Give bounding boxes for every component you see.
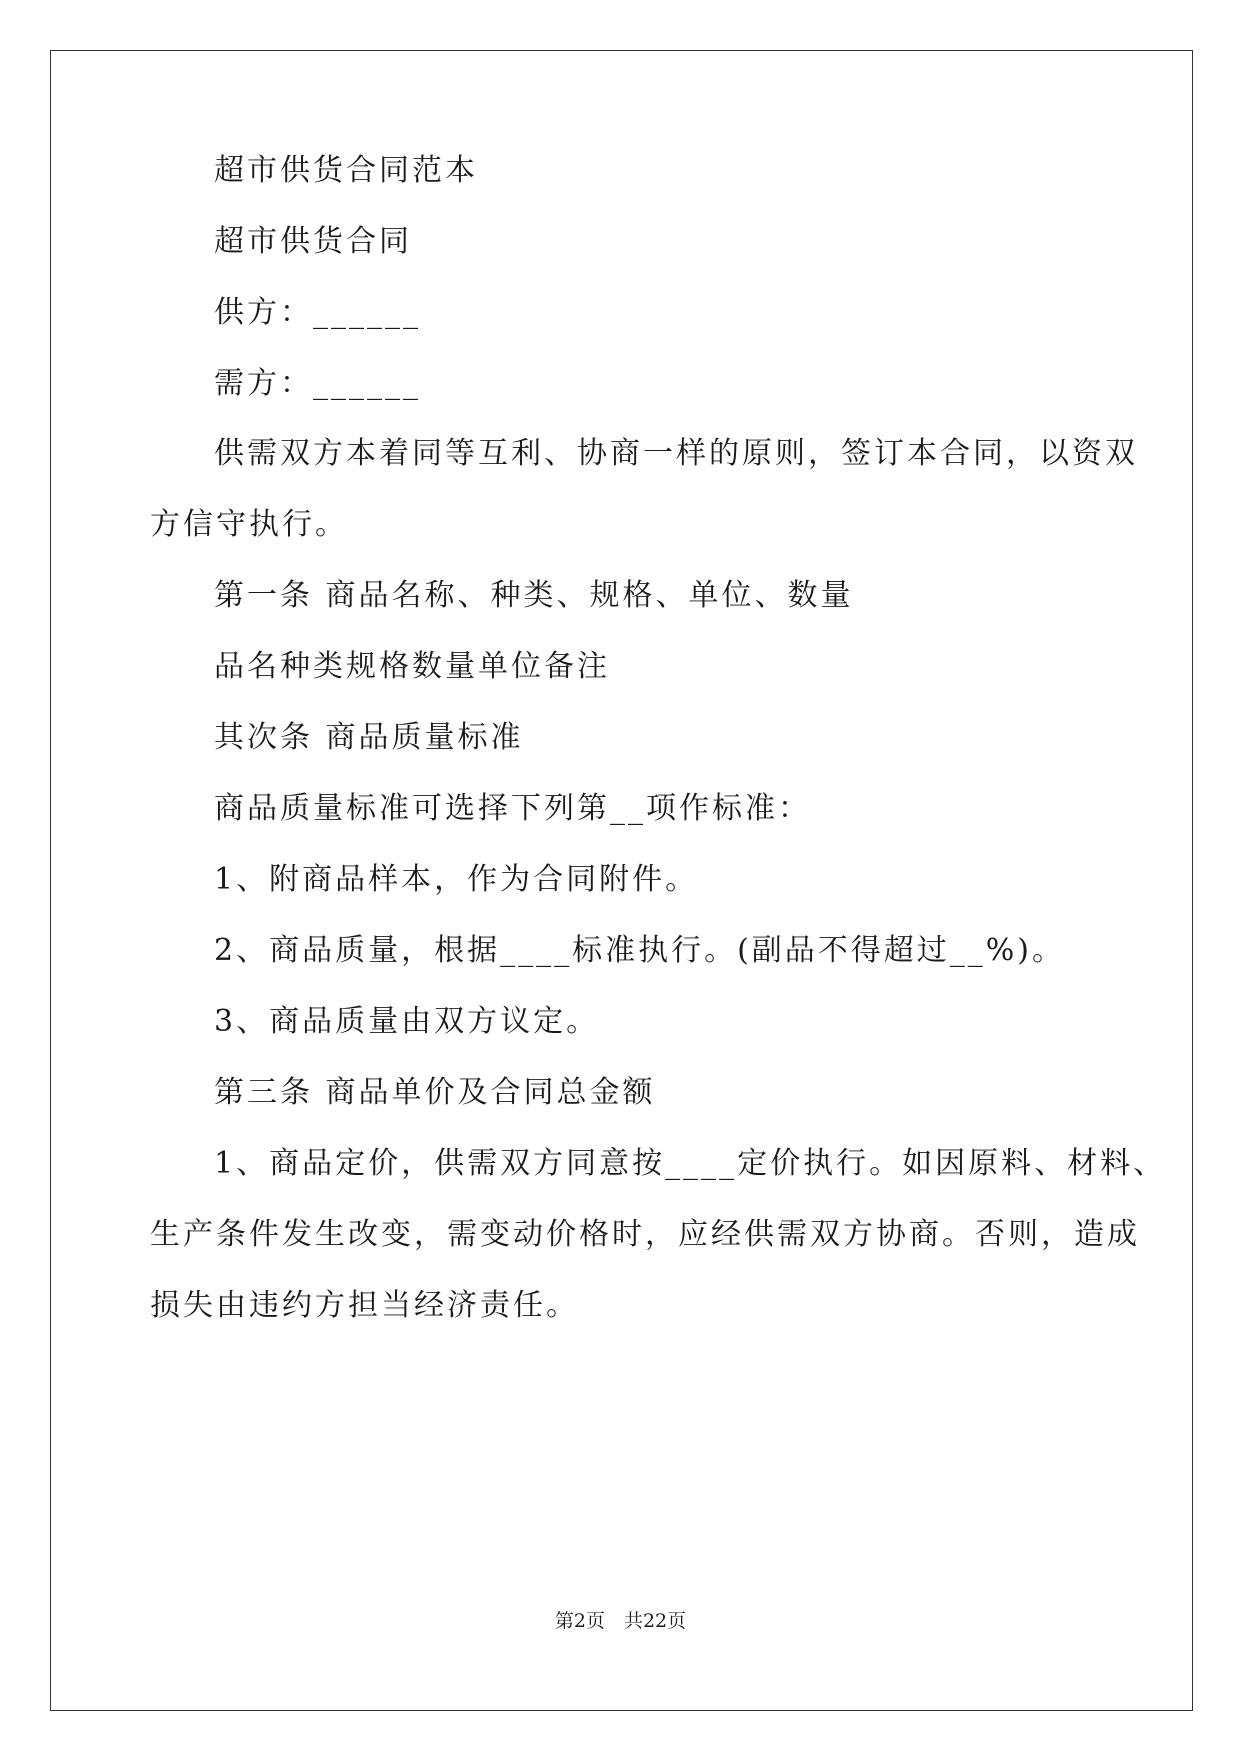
supplier-line: 供方：______	[214, 295, 421, 330]
page-number-footer: 第2页 共22页	[554, 1610, 687, 1632]
article-2-item-3: 3、商品质量由双方议定。	[214, 1004, 600, 1039]
article-3-heading: 第三条 商品单价及合同总金额	[214, 1075, 656, 1110]
article-2-heading: 其次条 商品质量标准	[214, 720, 524, 755]
article-2-intro: 商品质量标准可选择下列第__项作标准：	[214, 791, 811, 826]
intro-paragraph-line-2: 方信守执行。	[150, 507, 348, 542]
article-2-item-1: 1、附商品样本，作为合同附件。	[214, 862, 699, 897]
intro-paragraph-line-1: 供需双方本着同等互利、协商一样的原则，签订本合同，以资双	[214, 436, 1138, 471]
article-1-table-header: 品名种类规格数量单位备注	[214, 649, 610, 684]
article-3-item-1-line-1: 1、商品定价，供需双方同意按____定价执行。如因原料、材料、	[214, 1146, 1167, 1181]
article-1-heading: 第一条 商品名称、种类、规格、单位、数量	[214, 578, 854, 613]
article-2-item-2: 2、商品质量，根据____标准执行。(副品不得超过__%)。	[214, 933, 1066, 968]
buyer-line: 需方：______	[214, 366, 421, 401]
article-3-item-1-line-3: 损失由违约方担当经济责任。	[150, 1288, 579, 1323]
document-title: 超市供货合同范本	[214, 153, 478, 188]
article-3-item-1-line-2: 生产条件发生改变，需变动价格时，应经供需双方协商。否则，造成	[150, 1217, 1140, 1252]
contract-subtitle: 超市供货合同	[214, 224, 412, 259]
